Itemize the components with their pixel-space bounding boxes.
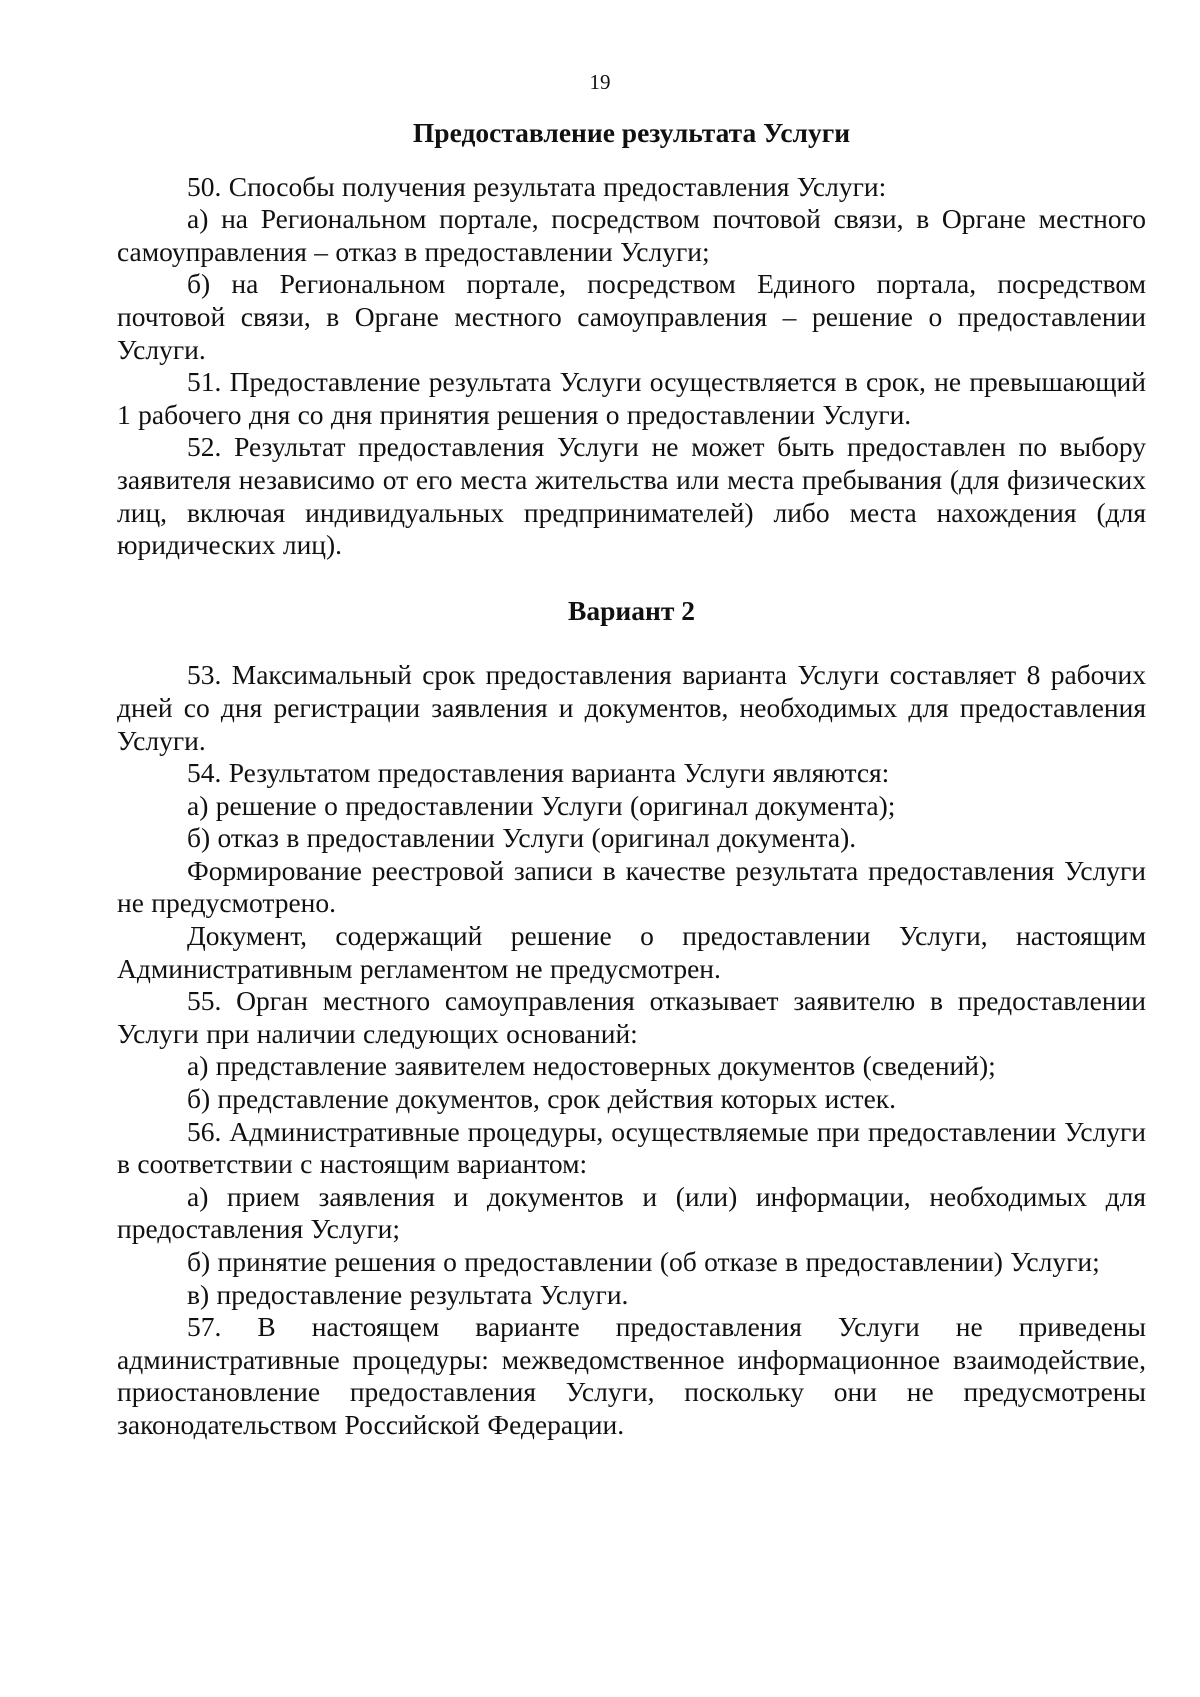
paragraph-decision-document: Документ, содержащий решение о предоставлении Услуги, настоящим Административным регламентом не предусмотрен. bbox=[117, 920, 1146, 984]
paragraph-54-a: а) решение о предоставлении Услуги (оригинал документа); bbox=[187, 789, 896, 821]
paragraph-56-b: б) принятие решения о предоставлении (об отказе в предоставлении) Услуги; bbox=[187, 1246, 1100, 1277]
paragraph-57: 57. В настоящем варианте предоставления Услуги не приведены административные процедуры: межведомственное информационное взаимодействие, приостановление предоставления Услуги, поскольку они не предусмотрены законодательством Российской Федерации. bbox=[117, 1311, 1146, 1440]
paragraph-54-b: б) отказ в предоставлении Услуги (оригинал документа). bbox=[187, 822, 857, 854]
section-result-body bbox=[117, 171, 1146, 562]
section-heading-variant-2: Вариант 2 bbox=[568, 594, 695, 626]
paragraph-56-a: а) прием заявления и документов и (или) информации, необходимых для предоставления Услуги; bbox=[117, 1180, 1146, 1245]
page-number: 19 bbox=[589, 70, 611, 94]
paragraph-50-a: а) на Региональном портале, посредством почтовой связи, в Органе местного самоуправления – отказ в предоставлении Услуги; bbox=[117, 203, 1146, 267]
paragraph-55-a: а) представление заявителем недостоверных документов (сведений); bbox=[187, 1050, 996, 1082]
paragraph-53: 53. Максимальный срок предоставления варианта Услуги составляет 8 рабочих дней со дня регистрации заявления и документов, необходимых для предоставления Услуги. bbox=[117, 659, 1146, 756]
section-heading-result: Предоставление результата Услуги bbox=[412, 117, 851, 148]
paragraph-52: 52. Результат предоставления Услуги не может быть предоставлен по выбору заявителя независимо от его места жительства или места пребывания (для физических лиц, включая индивидуальных предпринимателей) либо места нахождения (для юридических лиц). bbox=[117, 431, 1146, 561]
paragraph-50-b: б) на Региональном портале, посредством Единого портала, посредством почтовой связи, в Органе местного самоуправления – решение о предоставлении Услуги. bbox=[117, 268, 1146, 365]
paragraph-registry-record: Формирование реестровой записи в качестве результата предоставления Услуги не предусмотрено. bbox=[117, 854, 1146, 919]
paragraph-54: 54. Результатом предоставления варианта Услуги являются: bbox=[187, 757, 890, 789]
paragraph-51: 51. Предоставление результата Услуги осуществляется в срок, не превышающий 1 рабочего дня со дня принятия решения о предоставлении Услуги. bbox=[117, 366, 1146, 430]
section-variant-2-body bbox=[117, 659, 1146, 1441]
paragraph-56: 56. Административные процедуры, осуществляемые при предоставлении Услуги в соответствии с настоящим вариантом: bbox=[117, 1115, 1146, 1180]
paragraph-56-c: в) предоставление результата Услуги. bbox=[187, 1278, 629, 1310]
document-body bbox=[117, 117, 1146, 1442]
paragraph-55: 55. Орган местного самоуправления отказывает заявителю в предоставлении Услуги при наличии следующих оснований: bbox=[117, 985, 1146, 1049]
paragraph-55-b: б) представление документов, срок действия которых истек. bbox=[187, 1083, 897, 1115]
paragraph-50: 50. Способы получения результата предоставления Услуги: bbox=[187, 170, 887, 202]
